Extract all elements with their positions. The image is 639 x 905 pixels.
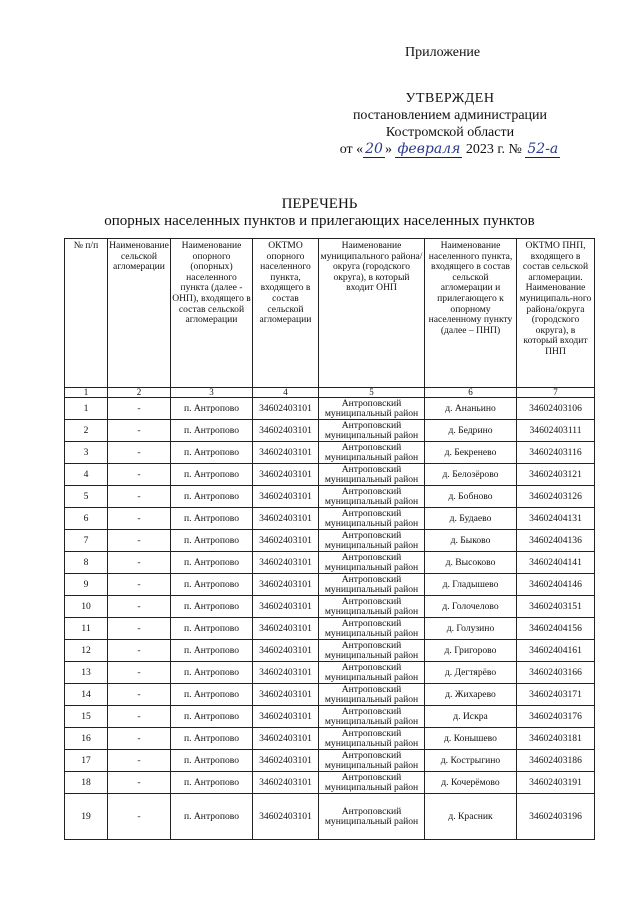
onp-oktmo-cell: 34602403101 bbox=[253, 618, 319, 640]
row-number: 5 bbox=[65, 486, 108, 508]
onp-name-cell: п. Антропово bbox=[171, 574, 253, 596]
onp-oktmo-cell: 34602403101 bbox=[253, 728, 319, 750]
date-day: 20 bbox=[365, 141, 383, 157]
pnp-oktmo-cell: 34602404131 bbox=[517, 508, 595, 530]
pnp-name-cell: д. Будаево bbox=[425, 508, 517, 530]
municipality-cell: Антроповский муниципальный район bbox=[319, 530, 425, 552]
pnp-name-cell: д. Гладышево bbox=[425, 574, 517, 596]
municipality-cell: Антроповский муниципальный район bbox=[319, 772, 425, 794]
pnp-name-cell: д. Искра bbox=[425, 706, 517, 728]
onp-oktmo-cell: 34602403101 bbox=[253, 442, 319, 464]
row-number: 3 bbox=[65, 442, 108, 464]
pnp-oktmo-cell: 34602403111 bbox=[517, 420, 595, 442]
pnp-name-cell: д. Бедрино bbox=[425, 420, 517, 442]
onp-name-cell: п. Антропово bbox=[171, 794, 253, 840]
column-number: 2 bbox=[108, 388, 171, 398]
pnp-oktmo-cell: 34602404161 bbox=[517, 640, 595, 662]
row-number: 4 bbox=[65, 464, 108, 486]
row-number: 15 bbox=[65, 706, 108, 728]
settlements-table bbox=[64, 238, 595, 840]
table-row bbox=[65, 794, 595, 840]
onp-oktmo-cell: 34602403101 bbox=[253, 750, 319, 772]
onp-oktmo-cell: 34602403101 bbox=[253, 398, 319, 420]
onp-oktmo-cell: 34602403101 bbox=[253, 508, 319, 530]
onp-name-cell: п. Антропово bbox=[171, 706, 253, 728]
municipality-cell: Антроповский муниципальный район bbox=[319, 574, 425, 596]
onp-oktmo-cell: 34602403101 bbox=[253, 640, 319, 662]
row-number: 14 bbox=[65, 684, 108, 706]
appendix-label: Приложение bbox=[405, 45, 481, 60]
pnp-oktmo-cell: 34602403151 bbox=[517, 596, 595, 618]
pnp-name-cell: д. Бекренево bbox=[425, 442, 517, 464]
onp-name-cell: п. Антропово bbox=[171, 728, 253, 750]
pnp-oktmo-cell: 34602403106 bbox=[517, 398, 595, 420]
table-row bbox=[65, 596, 595, 618]
onp-name-cell: п. Антропово bbox=[171, 772, 253, 794]
table-row bbox=[65, 486, 595, 508]
onp-oktmo-cell: 34602403101 bbox=[253, 596, 319, 618]
onp-oktmo-cell: 34602403101 bbox=[253, 464, 319, 486]
onp-name-cell: п. Антропово bbox=[171, 662, 253, 684]
date-prefix: от « bbox=[339, 142, 364, 157]
municipality-cell: Антроповский муниципальный район bbox=[319, 684, 425, 706]
onp-oktmo-cell: 34602403101 bbox=[253, 486, 319, 508]
agglomeration-cell: - bbox=[108, 486, 171, 508]
pnp-oktmo-cell: 34602404146 bbox=[517, 574, 595, 596]
row-number: 13 bbox=[65, 662, 108, 684]
table-row bbox=[65, 420, 595, 442]
column-number-row bbox=[65, 388, 595, 398]
table-row bbox=[65, 530, 595, 552]
agglomeration-cell: - bbox=[108, 464, 171, 486]
agglomeration-cell: - bbox=[108, 574, 171, 596]
table-row bbox=[65, 640, 595, 662]
municipality-cell: Антроповский муниципальный район bbox=[319, 662, 425, 684]
header-agglomeration: Наименование сельской агломерации bbox=[108, 239, 171, 388]
table-row bbox=[65, 706, 595, 728]
pnp-oktmo-cell: 34602404156 bbox=[517, 618, 595, 640]
approval-line-1: постановлением администрации bbox=[352, 108, 548, 123]
onp-name-cell: п. Антропово bbox=[171, 684, 253, 706]
onp-oktmo-cell: 34602403101 bbox=[253, 772, 319, 794]
municipality-cell: Антроповский муниципальный район bbox=[319, 398, 425, 420]
agglomeration-cell: - bbox=[108, 684, 171, 706]
onp-name-cell: п. Антропово bbox=[171, 398, 253, 420]
header-municipality: Наименование муниципального района/округа (городского округа), в который входит ОНП bbox=[319, 239, 425, 388]
pnp-oktmo-cell: 34602403121 bbox=[517, 464, 595, 486]
pnp-name-cell: д. Григорово bbox=[425, 640, 517, 662]
municipality-cell: Антроповский муниципальный район bbox=[319, 706, 425, 728]
table-row bbox=[65, 750, 595, 772]
onp-name-cell: п. Антропово bbox=[171, 618, 253, 640]
agglomeration-cell: - bbox=[108, 640, 171, 662]
pnp-oktmo-cell: 34602403116 bbox=[517, 442, 595, 464]
row-number: 18 bbox=[65, 772, 108, 794]
pnp-name-cell: д. Быково bbox=[425, 530, 517, 552]
agglomeration-cell: - bbox=[108, 662, 171, 684]
table-row bbox=[65, 662, 595, 684]
pnp-oktmo-cell: 34602403126 bbox=[517, 486, 595, 508]
onp-oktmo-cell: 34602403101 bbox=[253, 530, 319, 552]
column-number: 1 bbox=[65, 388, 108, 398]
date-mid: » bbox=[384, 142, 396, 157]
onp-name-cell: п. Антропово bbox=[171, 640, 253, 662]
municipality-cell: Антроповский муниципальный район bbox=[319, 750, 425, 772]
onp-name-cell: п. Антропово bbox=[171, 464, 253, 486]
onp-oktmo-cell: 34602403101 bbox=[253, 420, 319, 442]
onp-name-cell: п. Антропово bbox=[171, 420, 253, 442]
date-month: февраля bbox=[397, 141, 461, 157]
header-onp-oktmo: ОКТМО опорного населенного пункта, входящего в состав сельской агломерации bbox=[253, 239, 319, 388]
approval-line-2: Костромской области bbox=[385, 125, 515, 140]
agglomeration-cell: - bbox=[108, 596, 171, 618]
pnp-name-cell: д. Голузино bbox=[425, 618, 517, 640]
table-row bbox=[65, 684, 595, 706]
row-number: 2 bbox=[65, 420, 108, 442]
agglomeration-cell: - bbox=[108, 420, 171, 442]
doc-number: 52-а bbox=[527, 141, 559, 157]
row-number: 12 bbox=[65, 640, 108, 662]
column-number: 3 bbox=[171, 388, 253, 398]
table-row bbox=[65, 398, 595, 420]
date-year: 2023 г. № bbox=[462, 142, 526, 157]
onp-oktmo-cell: 34602403101 bbox=[253, 574, 319, 596]
municipality-cell: Антроповский муниципальный район bbox=[319, 464, 425, 486]
agglomeration-cell: - bbox=[108, 552, 171, 574]
onp-name-cell: п. Антропово bbox=[171, 552, 253, 574]
pnp-name-cell: д. Конышево bbox=[425, 728, 517, 750]
pnp-oktmo-cell: 34602403181 bbox=[517, 728, 595, 750]
table-row bbox=[65, 508, 595, 530]
agglomeration-cell: - bbox=[108, 750, 171, 772]
table-row bbox=[65, 728, 595, 750]
table-row bbox=[65, 552, 595, 574]
column-number: 5 bbox=[319, 388, 425, 398]
onp-oktmo-cell: 34602403101 bbox=[253, 684, 319, 706]
onp-oktmo-cell: 34602403101 bbox=[253, 794, 319, 840]
agglomeration-cell: - bbox=[108, 398, 171, 420]
pnp-oktmo-cell: 34602403176 bbox=[517, 706, 595, 728]
pnp-oktmo-cell: 34602403166 bbox=[517, 662, 595, 684]
onp-name-cell: п. Антропово bbox=[171, 508, 253, 530]
agglomeration-cell: - bbox=[108, 618, 171, 640]
approved-heading: УТВЕРЖДЕН bbox=[405, 91, 495, 106]
row-number: 1 bbox=[65, 398, 108, 420]
table-header-row bbox=[65, 239, 595, 388]
pnp-name-cell: д. Бобново bbox=[425, 486, 517, 508]
agglomeration-cell: - bbox=[108, 794, 171, 840]
table-row bbox=[65, 464, 595, 486]
pnp-oktmo-cell: 34602404136 bbox=[517, 530, 595, 552]
row-number: 10 bbox=[65, 596, 108, 618]
municipality-cell: Антроповский муниципальный район bbox=[319, 442, 425, 464]
pnp-oktmo-cell: 34602404141 bbox=[517, 552, 595, 574]
column-number: 6 bbox=[425, 388, 517, 398]
pnp-name-cell: д. Красник bbox=[425, 794, 517, 840]
municipality-cell: Антроповский муниципальный район bbox=[319, 486, 425, 508]
row-number: 8 bbox=[65, 552, 108, 574]
column-number: 7 bbox=[517, 388, 595, 398]
municipality-cell: Антроповский муниципальный район bbox=[319, 728, 425, 750]
pnp-name-cell: д. Кострыгино bbox=[425, 750, 517, 772]
approval-block bbox=[300, 90, 600, 158]
header-number: № п/п bbox=[65, 239, 108, 388]
table-row bbox=[65, 618, 595, 640]
row-number: 16 bbox=[65, 728, 108, 750]
document-title: ПЕРЕЧЕНЬ bbox=[281, 196, 358, 212]
onp-oktmo-cell: 34602403101 bbox=[253, 706, 319, 728]
row-number: 7 bbox=[65, 530, 108, 552]
table-row bbox=[65, 772, 595, 794]
agglomeration-cell: - bbox=[108, 508, 171, 530]
pnp-name-cell: д. Белозёрово bbox=[425, 464, 517, 486]
table-row bbox=[65, 442, 595, 464]
table-row bbox=[65, 574, 595, 596]
pnp-oktmo-cell: 34602403196 bbox=[517, 794, 595, 840]
agglomeration-cell: - bbox=[108, 728, 171, 750]
agglomeration-cell: - bbox=[108, 530, 171, 552]
onp-oktmo-cell: 34602403101 bbox=[253, 552, 319, 574]
municipality-cell: Антроповский муниципальный район bbox=[319, 640, 425, 662]
municipality-cell: Антроповский муниципальный район bbox=[319, 508, 425, 530]
row-number: 17 bbox=[65, 750, 108, 772]
onp-name-cell: п. Антропово bbox=[171, 486, 253, 508]
row-number: 19 bbox=[65, 794, 108, 840]
municipality-cell: Антроповский муниципальный район bbox=[319, 794, 425, 840]
pnp-oktmo-cell: 34602403171 bbox=[517, 684, 595, 706]
pnp-name-cell: д. Кочерёмово bbox=[425, 772, 517, 794]
onp-oktmo-cell: 34602403101 bbox=[253, 662, 319, 684]
pnp-name-cell: д. Высоково bbox=[425, 552, 517, 574]
pnp-name-cell: д. Дегтярёво bbox=[425, 662, 517, 684]
approval-date-line bbox=[300, 141, 600, 158]
municipality-cell: Антроповский муниципальный район bbox=[319, 552, 425, 574]
onp-name-cell: п. Антропово bbox=[171, 596, 253, 618]
header-pnp: Наименование населенного пункта, входящего в состав сельской агломерации и прилегающего к опорному населенному пункту (далее – ПНП) bbox=[425, 239, 517, 388]
municipality-cell: Антроповский муниципальный район bbox=[319, 596, 425, 618]
row-number: 6 bbox=[65, 508, 108, 530]
onp-name-cell: п. Антропово bbox=[171, 442, 253, 464]
pnp-oktmo-cell: 34602403186 bbox=[517, 750, 595, 772]
municipality-cell: Антроповский муниципальный район bbox=[319, 618, 425, 640]
onp-name-cell: п. Антропово bbox=[171, 530, 253, 552]
row-number: 11 bbox=[65, 618, 108, 640]
pnp-oktmo-cell: 34602403191 bbox=[517, 772, 595, 794]
document-subtitle: опорных населенных пунктов и прилегающих населенных пунктов bbox=[104, 213, 535, 229]
municipality-cell: Антроповский муниципальный район bbox=[319, 420, 425, 442]
pnp-name-cell: д. Жихарево bbox=[425, 684, 517, 706]
column-number: 4 bbox=[253, 388, 319, 398]
agglomeration-cell: - bbox=[108, 706, 171, 728]
agglomeration-cell: - bbox=[108, 442, 171, 464]
agglomeration-cell: - bbox=[108, 772, 171, 794]
pnp-name-cell: д. Голочелово bbox=[425, 596, 517, 618]
header-onp: Наименование опорного (опорных) населенного пункта (далее - ОНП), входящего в состав сельской агломерации bbox=[171, 239, 253, 388]
onp-name-cell: п. Антропово bbox=[171, 750, 253, 772]
header-pnp-oktmo: ОКТМО ПНП, входящего в состав сельской агломерации. Наименование муниципаль-ного района/округа (городского округа), в который входит ПНП bbox=[517, 239, 595, 388]
pnp-name-cell: д. Ананьино bbox=[425, 398, 517, 420]
row-number: 9 bbox=[65, 574, 108, 596]
